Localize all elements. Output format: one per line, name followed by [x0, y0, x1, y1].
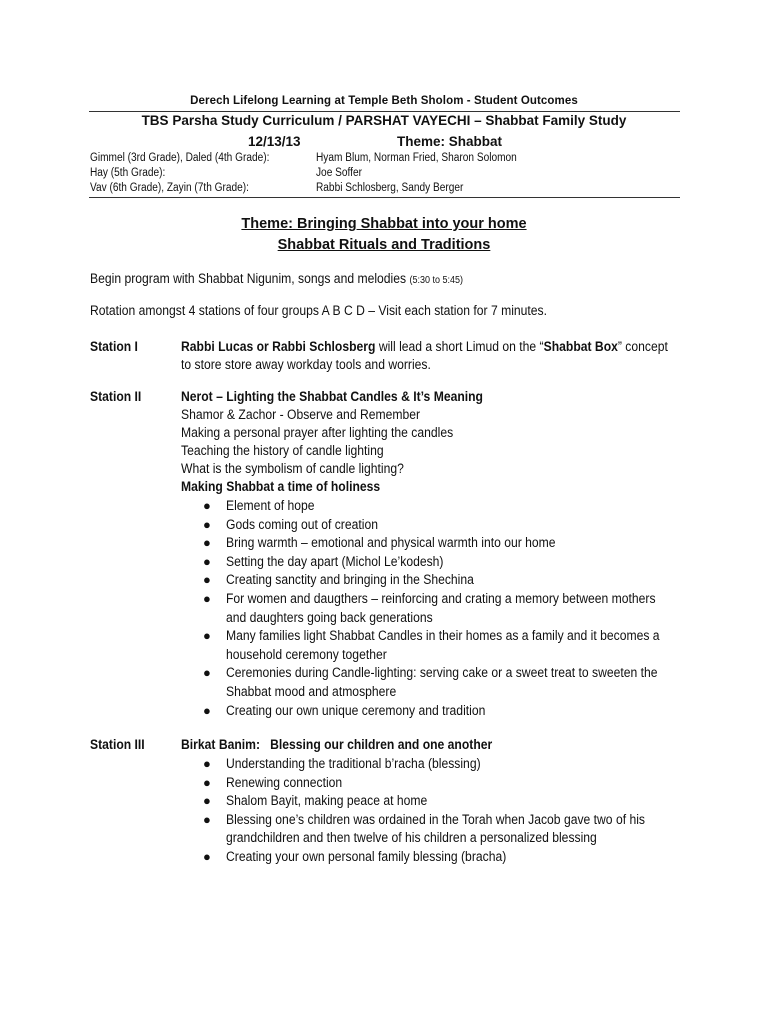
theme-subtitle: Shabbat Rituals and Traditions [277, 237, 491, 253]
header-rule-bottom [89, 197, 680, 198]
station-2-line: Teaching the history of candle lighting [181, 443, 384, 458]
curriculum-dash: – [470, 113, 486, 128]
bullet-icon: ● [203, 628, 211, 644]
station-1-line2: to store store away workday tools and worries. [181, 357, 431, 372]
grade-label: Vav (6th Grade), Zayin (7th Grade): [90, 182, 249, 194]
bullet-icon: ● [203, 535, 211, 551]
station-2-label: Station II [90, 389, 142, 404]
list-item: ● Shalom Bayit, making peace at home [226, 792, 726, 811]
bullet-icon: ● [203, 516, 211, 532]
intro-rotation: Rotation amongst 4 stations of four groups A B C D – Visit each station for 7 minutes. [90, 303, 548, 318]
intro-begin-text: Begin program with Shabbat Nigunim, songs and melodies [90, 271, 410, 286]
organization-heading: Derech Lifelong Learning at Temple Beth Sholom - Student Outcomes [190, 95, 578, 107]
theme-title: Theme: Bringing Shabbat into your home [241, 216, 527, 232]
list-item: ● Renewing connection [226, 774, 726, 793]
list-item: ● Ceremonies during Candle-lighting: serving cake or a sweet treat to sweeten the Shabbat mood and atmosphere [203, 665, 658, 699]
list-item: ● Gods coming out of creation [226, 516, 726, 535]
station-2-line: What is the symbolism of candle lighting? [181, 461, 404, 476]
station-1-text-b: ” concept [617, 339, 668, 354]
grade-label: Gimmel (3rd Grade), Daled (4th Grade): [90, 152, 270, 164]
shabbat-box-term: Shabbat Box [543, 339, 618, 354]
list-item: ● Creating your own personal family blessing (bracha) [226, 848, 726, 867]
bullet-icon: ● [203, 498, 211, 513]
bullet-icon: ● [203, 572, 211, 588]
bullet-icon: ● [203, 590, 211, 606]
station-2-line: Shamor & Zachor - Observe and Remember [181, 407, 421, 422]
list-item: ● Creating our own unique ceremony and tradition [226, 702, 726, 721]
station-3-title: Birkat Banim: Blessing our children and one another [181, 737, 493, 752]
station-2-bullet-list [203, 497, 726, 720]
station-1-label: Station I [90, 339, 138, 354]
bullet-icon: ● [203, 848, 211, 864]
list-item: ● Many families light Shabbat Candles in their homes as a family and it becomes a household ceremony together [203, 628, 660, 662]
bullet-icon: ● [203, 756, 211, 771]
bullet-icon: ● [203, 811, 211, 827]
station-2-title: Nerot – Lighting the Shabbat Candles & It’s Meaning [181, 389, 483, 404]
bullet-icon: ● [203, 774, 211, 790]
list-item: ● Blessing one’s children was ordained in the Torah when Jacob gave two of his grandchildren and then twelve of his children a personalized blessing [203, 811, 645, 846]
station-1-text-a: will lead a short Limud on the “ [375, 339, 544, 354]
header-rule-top [89, 111, 680, 112]
bullet-icon: ● [203, 793, 211, 809]
list-item: ● Element of hope [226, 497, 726, 516]
teacher-names: Rabbi Schlosberg, Sandy Berger [316, 182, 464, 194]
list-item: ● Setting the day apart (Michol Le’kodesh) [226, 553, 726, 572]
curriculum-title-b: Shabbat Family Study [485, 113, 627, 128]
teacher-names: Joe Soffer [316, 167, 362, 179]
intro-begin [90, 271, 463, 286]
station-1-text [181, 339, 668, 354]
station-2-subhead: Making Shabbat a time of holiness [181, 479, 381, 494]
intro-begin-time: (5:30 to 5:45) [409, 275, 463, 286]
bullet-icon: ● [203, 665, 211, 681]
station-1-leaders: Rabbi Lucas or Rabbi Schlosberg [181, 339, 376, 354]
header-theme: Theme: Shabbat [397, 134, 503, 149]
curriculum-title [0, 113, 768, 128]
date-label: 12/13/13 [248, 134, 301, 149]
bullet-icon: ● [203, 553, 211, 569]
bullet-icon: ● [203, 702, 211, 718]
curriculum-title-a: TBS Parsha Study Curriculum / PARSHAT VAYECHI [141, 113, 471, 128]
list-item: ● Creating sanctity and bringing in the Shechina [226, 571, 726, 590]
list-item: ● Bring warmth – emotional and physical warmth into our home [226, 534, 726, 553]
list-item: ● Understanding the traditional b’racha (blessing) [226, 755, 726, 774]
station-3-label: Station III [90, 737, 145, 752]
station-3-bullet-list [203, 755, 726, 867]
teacher-names: Hyam Blum, Norman Fried, Sharon Solomon [316, 152, 517, 164]
grade-label: Hay (5th Grade): [90, 167, 166, 179]
station-2-line: Making a personal prayer after lighting the candles [181, 425, 454, 440]
list-item: ● For women and daugthers – reinforcing and crating a memory between mothers and daughters going back generations [203, 590, 656, 625]
